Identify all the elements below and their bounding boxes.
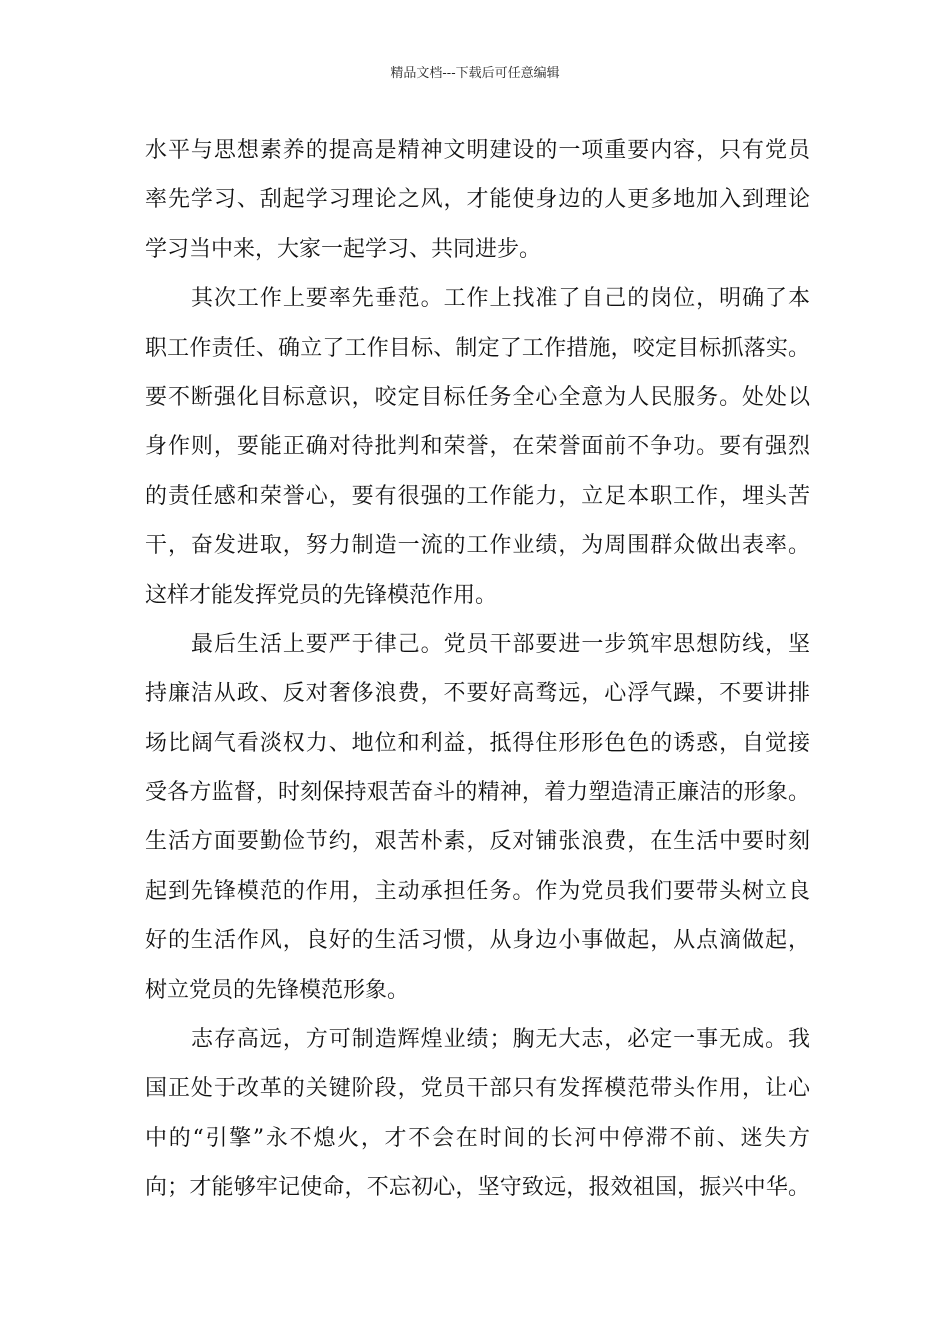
- text-line: 志存高远，方可制造辉煌业绩；胸无大志，必定一事无成。我: [191, 1027, 810, 1053]
- text-line: 身作则，要能正确对待批判和荣誉，在荣誉面前不争功。要有强烈: [145, 434, 810, 460]
- page-header: 精品文档---下载后可任意编辑: [390, 66, 560, 81]
- document-body: [145, 126, 810, 1213]
- text-line: 受各方监督，时刻保持艰苦奋斗的精神，着力塑造清正廉洁的形象。: [145, 780, 810, 806]
- text-line: 树立党员的先锋模范形象。: [145, 977, 410, 1003]
- text-line: 职工作责任、确立了工作目标、制定了工作措施，咬定目标抓落实。: [145, 335, 810, 361]
- text-line: 持廉洁从政、反对奢侈浪费，不要好高骛远，心浮气躁，不要讲排: [145, 681, 810, 707]
- text-line: 要不断强化目标意识，咬定目标任务全心全意为人民服务。处处以: [145, 384, 810, 410]
- text-line: 的责任感和荣誉心，要有很强的工作能力，立足本职工作，埋头苦: [145, 483, 810, 509]
- text-line: 学习当中来，大家一起学习、共同进步。: [145, 236, 542, 262]
- text-line: 其次工作上要率先垂范。工作上找准了自己的岗位，明确了本: [191, 286, 810, 312]
- text-line: 水平与思想素养的提高是精神文明建设的一项重要内容，只有党员: [145, 138, 810, 163]
- text-line: 中的“引擎”永不熄火，才不会在时间的长河中停滞不前、迷失方: [145, 1125, 810, 1151]
- text-line: 这样才能发挥党员的先锋模范作用。: [145, 582, 498, 608]
- text-line: 国正处于改革的关键阶段，党员干部只有发挥模范带头作用，让心: [145, 1076, 810, 1102]
- text-line: 场比阔气看淡权力、地位和利益，抵得住形形色色的诱惑，自觉接: [145, 730, 810, 756]
- text-line: 率先学习、刮起学习理论之风，才能使身边的人更多地加入到理论: [145, 187, 810, 213]
- text-line: 好的生活作风，良好的生活习惯，从身边小事做起，从点滴做起，: [145, 928, 810, 954]
- text-line: 起到先锋模范的作用，主动承担任务。作为党员我们要带头树立良: [145, 878, 810, 904]
- text-line: 干，奋发进取，努力制造一流的工作业绩，为周围群众做出表率。: [145, 533, 810, 559]
- text-line: 向；才能够牢记使命，不忘初心，坚守致远，报效祖国，振兴中华。: [145, 1175, 810, 1201]
- text-line: 生活方面要勤俭节约，艰苦朴素，反对铺张浪费，在生活中要时刻: [145, 829, 810, 855]
- text-line: 最后生活上要严于律己。党员干部要进一步筑牢思想防线，坚: [191, 631, 810, 657]
